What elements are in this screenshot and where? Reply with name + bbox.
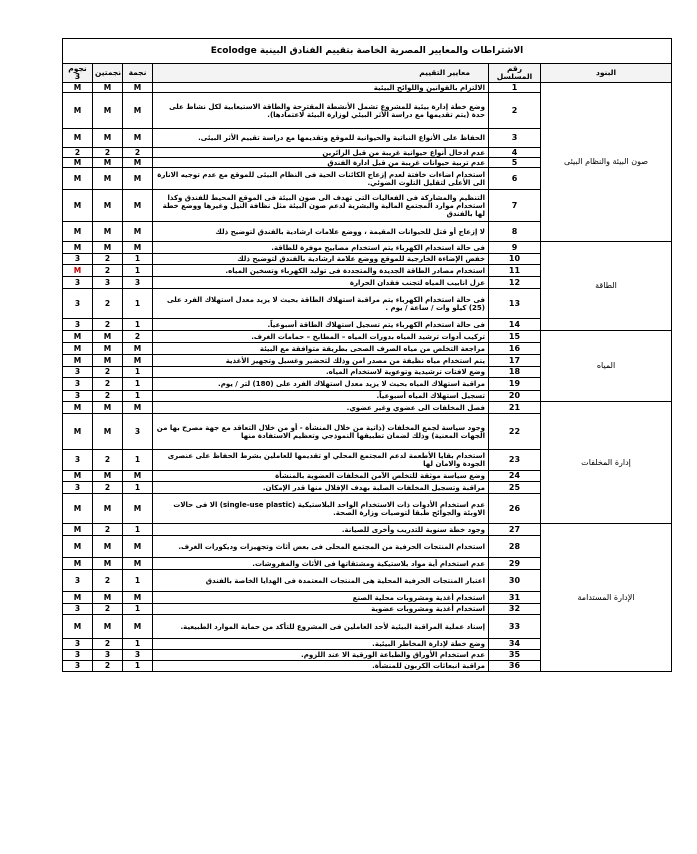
rating-stars3: M [63,558,93,570]
row-number: 23 [489,450,541,471]
rating-stars1: 1 [123,391,153,402]
title-row [63,39,672,64]
rating-stars3: 3 [63,604,93,615]
rating-stars3: 3 [63,482,93,494]
table-row [63,402,672,414]
criterion-text: الالتزام بالقوانين واللوائح البيئية [153,83,489,93]
rating-stars1: 1 [123,524,153,536]
rating-stars2: M [93,83,123,93]
criterion-text: مراقبة استهلاك المياه بحيث لا يزيد معدل استهلاك الفرد على (180) لتر / يوم. [153,378,489,391]
rating-stars3: 3 [63,254,93,265]
rating-stars1: M [123,615,153,639]
row-number: 31 [489,592,541,604]
rating-stars2: 2 [93,289,123,319]
row-number: 30 [489,570,541,592]
rating-stars1: 1 [123,570,153,592]
rating-stars2: M [93,402,123,414]
row-number: 26 [489,494,541,524]
rating-stars1: M [123,471,153,482]
rating-stars1: 3 [123,414,153,450]
rating-stars2: 2 [93,524,123,536]
rating-stars1: 3 [123,650,153,661]
rating-stars3: 3 [63,391,93,402]
row-number: 28 [489,536,541,558]
rating-stars1: 1 [123,482,153,494]
row-number: 15 [489,331,541,343]
rating-stars2: M [93,355,123,367]
rating-stars1: 1 [123,254,153,265]
rating-stars1: 2 [123,331,153,343]
header-criteria: معايير التقييم [153,64,489,83]
rating-stars2: 2 [93,265,123,277]
row-number: 36 [489,661,541,672]
rating-stars3: M [63,524,93,536]
criterion-text: وضع خطة إدارة بيئية للمشروع تشمل الأنشطة المقترحة والطاقة الاستيعابية لكل نشاط على حدة (يتم تقديمها مع دراسة الأثر البيئي لوزارة البيئة لاعتمادها). [153,93,489,129]
criterion-text: عدم استخدام الأدوات ذات الاستخدام الواحد البلاستيكية (single-use plastic) الا فى حالات الاوبئة والجوائح طبقا لتوصيات وزارة الصحة. [153,494,489,524]
rating-stars1: 1 [123,378,153,391]
rating-stars1: M [123,190,153,222]
rating-stars2: M [93,592,123,604]
rating-stars1: 1 [123,319,153,331]
criterion-text: وضع سياسة موثقة للتخلص الآمن المخلفات العضوية بالمنشأة [153,471,489,482]
row-number: 4 [489,148,541,158]
rating-stars1: 1 [123,265,153,277]
rating-stars3: M [63,190,93,222]
criterion-text: مراجعة التخلص من مياه الصرف الصحى بطريقة متوافقة مع البيئة [153,343,489,355]
rating-stars2: M [93,494,123,524]
rating-stars2: 2 [93,319,123,331]
criterion-text: وجود خطة سنوية للتدريب وأخرى للصيانة. [153,524,489,536]
section-label: إدارة المخلفات [541,402,672,524]
rating-stars3: M [63,158,93,168]
row-number: 10 [489,254,541,265]
rating-stars3: M [63,129,93,148]
rating-stars1: M [123,222,153,242]
row-number: 16 [489,343,541,355]
criterion-text: خفض الإضاءة الخارجية للموقع ووضع علامة ارشادية بالفندق لتوضيح ذلك [153,254,489,265]
rating-stars1: M [123,402,153,414]
rating-stars1: 1 [123,639,153,650]
rating-stars2: M [93,558,123,570]
row-number: 6 [489,168,541,190]
rating-stars2: 2 [93,391,123,402]
criterion-text: تسجيل استهلاك المياه أسبوعياً. [153,391,489,402]
header-row [63,64,672,83]
rating-stars1: M [123,558,153,570]
row-number: 7 [489,190,541,222]
rating-stars1: M [123,93,153,129]
criterion-text: وضع خطة لإدارة المخاطر البيئية. [153,639,489,650]
header-number: رقم المسلسل [489,64,541,83]
rating-stars2: M [93,242,123,254]
rating-stars3: 3 [63,639,93,650]
rating-stars3: M [63,615,93,639]
header-stars1: نجمة [123,64,153,83]
rating-stars2: M [93,343,123,355]
row-number: 2 [489,93,541,129]
rating-stars1: M [123,129,153,148]
criterion-text: وجود سياسة لجمع المخلفات (ذاتية من خلال المنشأة - أو من خلال التعاقد مع جهة مصرح بها من الجهات المعنية) وذلك لضمان تطبيقها النموذجي وتعظيم الاستفادة منها [153,414,489,450]
row-number: 14 [489,319,541,331]
row-number: 11 [489,265,541,277]
rating-stars2: 2 [93,570,123,592]
document-title: الاشتراطات والمعايير المصرية الخاصة بتقييم الفنادق البينية Ecolodge [63,39,672,64]
rating-stars3: M [63,592,93,604]
row-number: 29 [489,558,541,570]
criterion-text: تركيب أدوات ترشيد المياه بدورات المياه – المطابخ – حمامات الغرف. [153,331,489,343]
rating-stars1: M [123,592,153,604]
rating-stars3: 3 [63,367,93,378]
row-number: 24 [489,471,541,482]
criterion-text: عدم استخدام أية مواد بلاستيكية ومشتقاتها فى الأثاث والمفروشات. [153,558,489,570]
criterion-text: يتم استخدام مياه نظيفة من مصدر امن وذلك لتحضير وغسيل وتجهيز الأغذية [153,355,489,367]
rating-stars2: 2 [93,367,123,378]
rating-stars1: 1 [123,604,153,615]
rating-stars1: M [123,242,153,254]
rating-stars1: M [123,494,153,524]
criterion-text: فى حالة استخدام الكهرباء يتم مراقبة استهلاك الطاقة بحيث لا يزيد معدل استهلاك الفرد على (25) كيلو وات / ساعة / يوم . [153,289,489,319]
rating-stars3: M [63,343,93,355]
row-number: 18 [489,367,541,378]
row-number: 19 [489,378,541,391]
rating-stars2: M [93,158,123,168]
rating-stars1: M [123,168,153,190]
header-stars2: نجمتين [93,64,123,83]
criterion-text: عدم استخدام الأوراق والطباعة الورقية الا عند اللزوم. [153,650,489,661]
criterion-text: فى حالة استخدام الكهرباء يتم تسجيل استهلاك الطاقة أسبوعياً. [153,319,489,331]
section-label: الإدارة المستدامة [541,524,672,672]
row-number: 8 [489,222,541,242]
rating-stars2: M [93,471,123,482]
rating-stars2: 2 [93,254,123,265]
rating-stars3: 3 [63,319,93,331]
rating-stars3: M [63,242,93,254]
table-row [63,331,672,343]
criterion-text: استخدام أغذية ومشروبات محلية الصنع [153,592,489,604]
rating-stars1: 1 [123,289,153,319]
rating-stars2: 2 [93,450,123,471]
row-number: 17 [489,355,541,367]
criterion-text: استخدام بقايا الأطعمة لدعم المجتمع المحلي او تقديمها للعاملين بشرط الحفاظ على عنصرى الجودة والامان لها [153,450,489,471]
header-section: البنود [541,64,672,83]
rating-stars3: M [63,331,93,343]
rating-stars1: M [123,83,153,93]
criterion-text: التنظيم والمشاركة فى الفعاليات التى تهدف الى صون البيئة فى الموقع المحيط للفندق وكذا استخدام موارد المجتمع المالية والبشرية لدعم صون البيئة مثل نظافة النيل وغيرها ووضع خطة لها بالفندق [153,190,489,222]
rating-stars2: 2 [93,482,123,494]
rating-stars3: M [63,414,93,450]
rating-stars2: M [93,536,123,558]
row-number: 5 [489,158,541,168]
criteria-table [62,38,672,672]
rating-stars2: 2 [93,148,123,158]
rating-stars3: 3 [63,570,93,592]
rating-stars2: M [93,190,123,222]
rating-stars1: M [123,343,153,355]
rating-stars3: M [63,93,93,129]
rating-stars1: 2 [123,148,153,158]
rating-stars3: M [63,471,93,482]
criterion-text: الحفاظ على الأنواع النباتية والحيوانية للموقع وتقديمها مع دراسة تقييم الأثر البيئى. [153,129,489,148]
row-number: 3 [489,129,541,148]
row-number: 32 [489,604,541,615]
table-row [63,242,672,254]
row-number: 35 [489,650,541,661]
rating-stars2: M [93,222,123,242]
rating-stars2: M [93,331,123,343]
rating-stars1: 1 [123,450,153,471]
section-label: المياه [541,331,672,402]
criterion-text: عزل انابيب المياه لتجنب فقدان الحرارة [153,277,489,289]
row-number: 21 [489,402,541,414]
row-number: 22 [489,414,541,450]
rating-stars3: M [63,265,93,277]
criterion-text: استخدام أغذية ومشروبات عضوية [153,604,489,615]
section-label: صون البيئة والنظام البيئى [541,83,672,242]
rating-stars3: 2 [63,148,93,158]
criterion-text: استخدام مصادر الطاقة الجديدة والمتجددة فى توليد الكهرباء وتسخين المياه. [153,265,489,277]
rating-stars1: M [123,355,153,367]
criterion-text: لا إزعاج أو قتل للحيوانات المقيمة ، ووضع علامات ارشادية بالفندق لتوضيح ذلك [153,222,489,242]
rating-stars3: M [63,536,93,558]
criterion-text: عدم ادخال أنواع حيوانية غريبة من قبل الزائرين [153,148,489,158]
rating-stars3: M [63,222,93,242]
rating-stars2: M [93,93,123,129]
criterion-text: اعتبار المنتجات الحرفية المحلية هى المنتجات المعتمدة فى الهدايا الخاصة بالفندق [153,570,489,592]
rating-stars1: 1 [123,367,153,378]
rating-stars2: 2 [93,378,123,391]
row-number: 25 [489,482,541,494]
criterion-text: فى حالة استخدام الكهرباء يتم استخدام مصابيح موفرة للطاقة. [153,242,489,254]
rating-stars3: M [63,402,93,414]
row-number: 13 [489,289,541,319]
rating-stars2: 2 [93,639,123,650]
rating-stars2: 3 [93,277,123,289]
evaluation-document [62,38,671,672]
criterion-text: إسناد عملية المراقبة البيئية لأحد العاملين فى المشروع للتأكد من حماية الموارد الطبيعية. [153,615,489,639]
row-number: 9 [489,242,541,254]
rating-stars2: 2 [93,604,123,615]
row-number: 20 [489,391,541,402]
rating-stars1: 3 [123,277,153,289]
rating-stars2: 3 [93,650,123,661]
rating-stars1: 1 [123,661,153,672]
header-stars3: نجوم 3 [63,64,93,83]
rating-stars2: M [93,414,123,450]
rating-stars1: M [123,536,153,558]
rating-stars3: 3 [63,450,93,471]
rating-stars3: M [63,355,93,367]
section-label: الطاقة [541,242,672,331]
rating-stars2: M [93,615,123,639]
row-number: 12 [489,277,541,289]
criterion-text: مراقبة وتسجيل المخلفات الصلبة بهدف الإقلال منها قدر الإمكان. [153,482,489,494]
rating-stars3: M [63,168,93,190]
rating-stars3: 3 [63,378,93,391]
rating-stars3: M [63,83,93,93]
table-row [63,83,672,93]
criterion-text: مراقبة انبعاثات الكربون للمنشأة. [153,661,489,672]
rating-stars2: M [93,168,123,190]
rating-stars3: 3 [63,661,93,672]
row-number: 34 [489,639,541,650]
rating-stars1: M [123,158,153,168]
rating-stars2: M [93,129,123,148]
row-number: 27 [489,524,541,536]
rating-stars3: 3 [63,277,93,289]
table-row [63,524,672,536]
criterion-text: وضع لافتات ترشيدية وتوعوية لاستخدام المياه. [153,367,489,378]
rating-stars3: 3 [63,650,93,661]
rating-stars3: M [63,494,93,524]
rating-stars2: 2 [93,661,123,672]
criterion-text: فصل المخلفات الى عضوي وغير عضوي. [153,402,489,414]
row-number: 1 [489,83,541,93]
rating-stars3: 3 [63,289,93,319]
row-number: 33 [489,615,541,639]
criterion-text: استخدام اضاءات خافتة لعدم إزعاج الكائنات الحية فى النظام البيئى للموقع مع عدم توجيه الانارة الى الأعلى لتقليل التلوث الضوئي. [153,168,489,190]
criterion-text: عدم تربية حيوانات غريبة من قبل ادارة الفندق [153,158,489,168]
criterion-text: استخدام المنتجات الحرفية من المجتمع المحلى فى بعض أثاث وتجهيزات وديكورات الغرف. [153,536,489,558]
